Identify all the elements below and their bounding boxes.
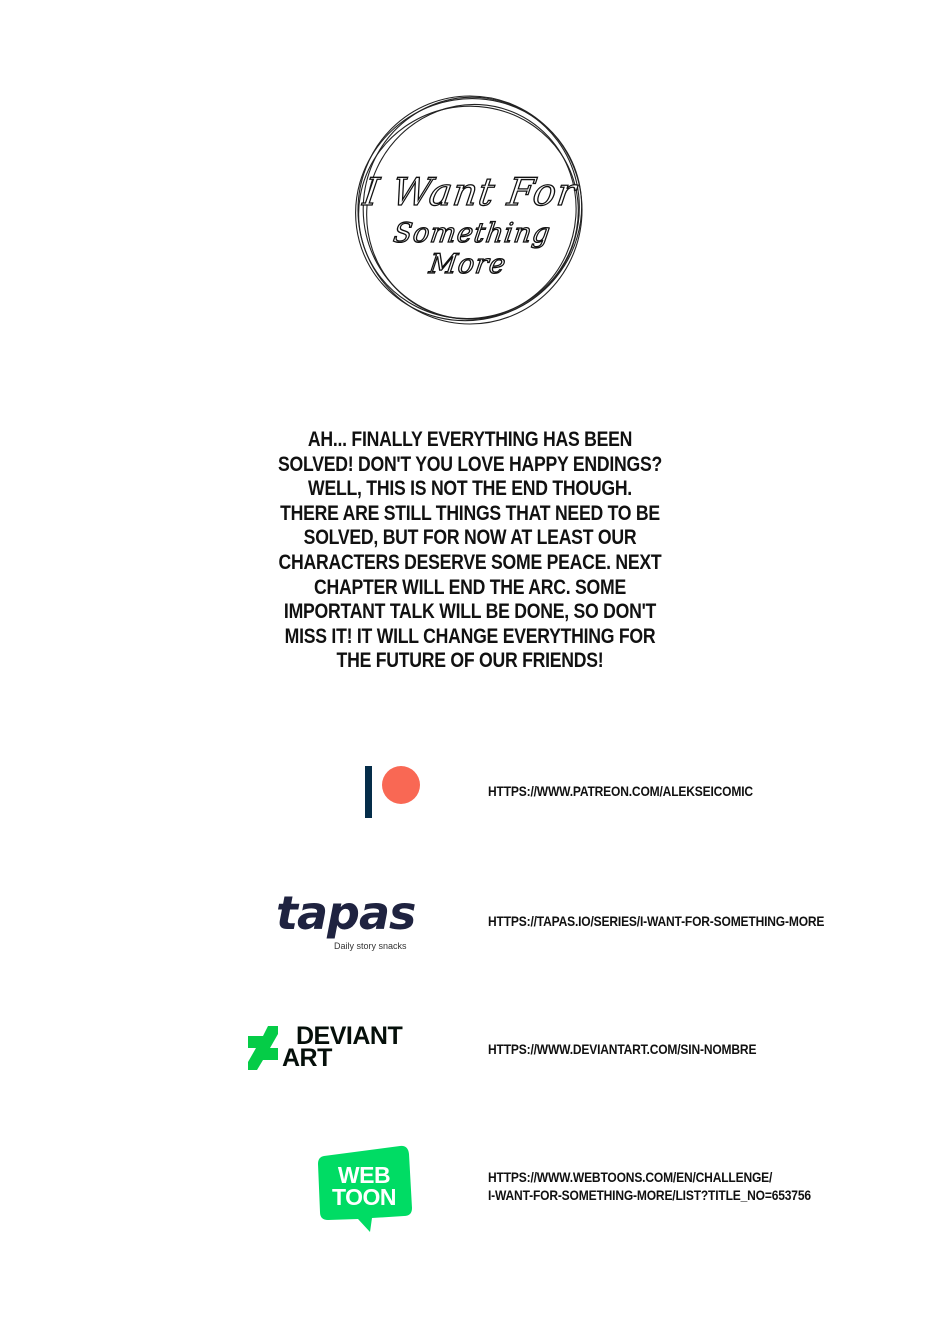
deviantart-logo [248, 1022, 428, 1074]
webtoon-word-line2: TOON [331, 1184, 397, 1210]
tapas-link[interactable]: HTTPS://TAPAS.IO/SERIES/I-WANT-FOR-SOMETHING-MORE [488, 913, 825, 929]
tapas-tagline: Daily story snacks [334, 941, 407, 951]
tapas-logo [272, 886, 422, 958]
webtoon-logo [316, 1142, 414, 1234]
patreon-icon [360, 764, 424, 820]
webtoon-word-line1: WEB [337, 1162, 391, 1188]
deviantart-link[interactable]: HTTPS://WWW.DEVIANTART.COM/SIN-NOMBRE [488, 1041, 757, 1057]
patreon-bar-shape [365, 766, 372, 818]
author-message: AH... FINALLY EVERYTHING HAS BEEN SOLVED! DON'T YOU LOVE HAPPY ENDINGS? WELL, THIS IS NOT THE END THOUGH. THERE ARE STILL THINGS THAT NEED TO BE SOLVED, BUT FOR NOW AT LEAST OUR CHARACTERS DESERVE SOME PEACE. NEXT CHAPTER WILL END THE ARC. SOME IMPORTANT TALK WILL BE DONE, SO DON'T MISS IT! IT WILL CHANGE EVERYTHING FOR THE FUTURE OF OUR FRIENDS! [278, 428, 662, 673]
deviantart-word-line1: DEVIANT [296, 1022, 403, 1050]
patreon-circle-shape [382, 766, 420, 804]
webtoon-link-line1[interactable]: HTTPS://WWW.WEBTOONS.COM/EN/CHALLENGE/ [488, 1169, 773, 1185]
deviantart-icon [248, 1026, 280, 1070]
logo-title-line1: I Want For [360, 170, 580, 214]
deviantart-word-line2: ART [282, 1044, 332, 1072]
patreon-link[interactable]: HTTPS://WWW.PATREON.COM/ALEKSEICOMIC [488, 783, 753, 799]
title-logo [350, 90, 590, 330]
webtoon-link-line2[interactable]: I-WANT-FOR-SOMETHING-MORE/LIST?TITLE_NO=653756 [488, 1187, 811, 1203]
tapas-wordmark: tapas [276, 886, 416, 940]
logo-title-line2: Something More [391, 218, 553, 280]
